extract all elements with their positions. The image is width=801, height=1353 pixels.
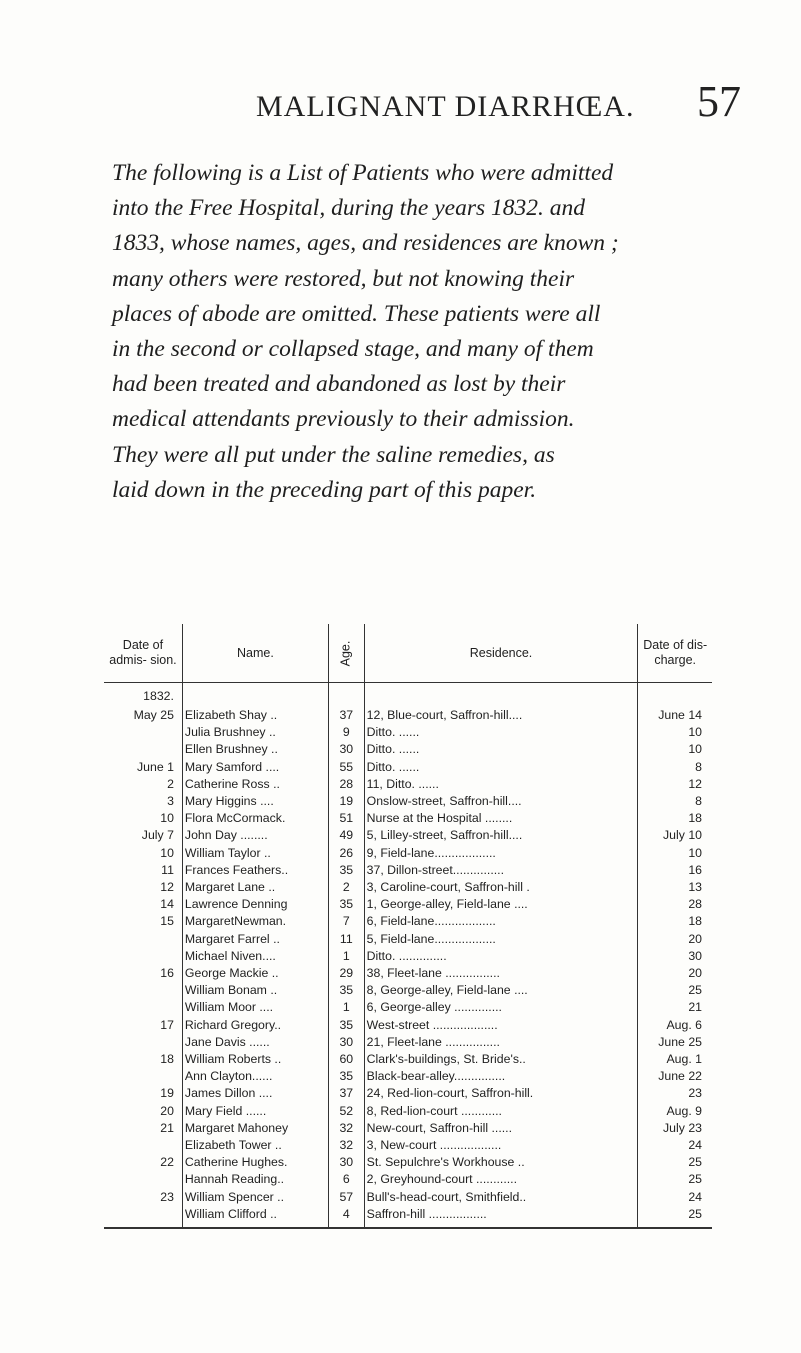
- patient-name-cell: William Clifford ..: [182, 1206, 328, 1228]
- age-cell: 6: [328, 1171, 364, 1188]
- header-date-discharge: Date of dis- charge.: [638, 624, 712, 683]
- residence-cell: 3, Caroline-court, Saffron-hill .: [364, 879, 638, 896]
- page-header: [250, 76, 741, 138]
- admission-date-cell: [104, 1206, 182, 1228]
- patient-name-cell: William Taylor ..: [182, 845, 328, 862]
- table-row: [104, 1154, 712, 1171]
- discharge-date-cell: 20: [638, 965, 712, 982]
- patient-name-cell: Elizabeth Tower ..: [182, 1137, 328, 1154]
- patient-name-cell: MargaretNewman.: [182, 913, 328, 930]
- patient-name-cell: George Mackie ..: [182, 965, 328, 982]
- residence-cell: 12, Blue-court, Saffron-hill....: [364, 707, 638, 724]
- table-header-row: [104, 624, 712, 683]
- patient-name-cell: Ann Clayton......: [182, 1068, 328, 1085]
- table-row: [104, 1189, 712, 1206]
- table-row: [104, 913, 712, 930]
- residence-cell: Bull's-head-court, Smithfield..: [364, 1189, 638, 1206]
- patients-table: [104, 624, 712, 1229]
- age-cell: 30: [328, 1154, 364, 1171]
- patient-name-cell: Margaret Mahoney: [182, 1120, 328, 1137]
- discharge-date-cell: 25: [638, 1171, 712, 1188]
- patient-name-cell: John Day ........: [182, 827, 328, 844]
- table-row: [104, 896, 712, 913]
- discharge-date-cell: Aug. 1: [638, 1051, 712, 1068]
- residence-cell: 37, Dillon-street...............: [364, 862, 638, 879]
- table-row: [104, 948, 712, 965]
- table-row: [104, 827, 712, 844]
- patient-name-cell: Frances Feathers..: [182, 862, 328, 879]
- age-cell: 35: [328, 862, 364, 879]
- header-age: [328, 624, 364, 683]
- table-row: [104, 776, 712, 793]
- patient-name-cell: Ellen Brushney ..: [182, 741, 328, 758]
- header-age-label: Age.: [338, 640, 353, 666]
- admission-date-cell: [104, 948, 182, 965]
- discharge-date-cell: 24: [638, 1189, 712, 1206]
- residence-cell: 8, George-alley, Field-lane ....: [364, 982, 638, 999]
- age-cell: 57: [328, 1189, 364, 1206]
- residence-cell: West-street ...................: [364, 1017, 638, 1034]
- admission-date-cell: July 7: [141, 828, 174, 843]
- discharge-date-cell: 8: [638, 793, 712, 810]
- residence-cell: 9, Field-lane..................: [364, 845, 638, 862]
- residence-cell: 5, Lilley-street, Saffron-hill....: [364, 827, 638, 844]
- intro-line: The following is a List of Patients who were admitted: [112, 160, 614, 186]
- admission-date-cell: [104, 1137, 182, 1154]
- residence-cell: Ditto. ......: [364, 724, 638, 741]
- residence-cell: 3, New-court ..................: [364, 1137, 638, 1154]
- residence-cell: 6, Field-lane..................: [364, 913, 638, 930]
- discharge-date-cell: July 23: [638, 1120, 712, 1137]
- table-row: [104, 1137, 712, 1154]
- age-cell: 51: [328, 810, 364, 827]
- running-title: MALIGNANT DIARRHŒA.: [256, 90, 635, 123]
- age-cell: 37: [328, 707, 364, 724]
- discharge-date-cell: 23: [638, 1085, 712, 1102]
- discharge-date-cell: Aug. 6: [638, 1017, 712, 1034]
- table-row: [104, 999, 712, 1016]
- intro-line: in the second or collapsed stage, and many of them: [112, 336, 594, 363]
- residence-cell: 8, Red-lion-court ............: [364, 1103, 638, 1120]
- admission-date-cell: 15: [160, 914, 174, 929]
- table-row: [104, 1068, 712, 1085]
- intro-line: laid down in the preceding part of this paper.: [112, 476, 537, 503]
- age-cell: 49: [328, 827, 364, 844]
- admission-date-cell: [104, 1068, 182, 1085]
- table-row: [104, 810, 712, 827]
- admission-date-cell: June 1: [137, 759, 174, 774]
- residence-cell: 38, Fleet-lane ................: [364, 965, 638, 982]
- age-cell: 35: [328, 982, 364, 999]
- residence-cell: Onslow-street, Saffron-hill....: [364, 793, 638, 810]
- header-residence: Residence.: [364, 624, 638, 683]
- table-row: [104, 1171, 712, 1188]
- age-cell: 32: [328, 1137, 364, 1154]
- discharge-date-cell: 12: [638, 776, 712, 793]
- patient-name-cell: William Moor ....: [182, 999, 328, 1016]
- age-cell: 30: [328, 741, 364, 758]
- patient-name-cell: William Roberts ..: [182, 1051, 328, 1068]
- intro-line: 1833, whose names, ages, and residences are known ;: [112, 230, 619, 257]
- age-cell: 32: [328, 1120, 364, 1137]
- discharge-date-cell: June 25: [638, 1034, 712, 1051]
- admission-date-cell: [104, 724, 182, 741]
- intro-line: places of abode are omitted. These patients were all: [112, 300, 601, 327]
- age-cell: 4: [328, 1206, 364, 1228]
- age-cell: 35: [328, 1068, 364, 1085]
- intro-line: medical attendants previously to their admission.: [112, 406, 575, 433]
- admission-date-cell: 14: [160, 897, 174, 912]
- admission-date-cell: 11: [161, 862, 174, 877]
- discharge-date-cell: 25: [638, 982, 712, 999]
- page-number: 57: [697, 77, 741, 126]
- discharge-date-cell: 10: [638, 741, 712, 758]
- patient-name-cell: Catherine Hughes.: [182, 1154, 328, 1171]
- intro-paragraph: [112, 156, 712, 508]
- table-row: [104, 1120, 712, 1137]
- admission-date-cell: 19: [160, 1086, 174, 1101]
- residence-cell: 5, Field-lane..................: [364, 931, 638, 948]
- discharge-date-cell: 25: [638, 1206, 712, 1228]
- patient-name-cell: William Bonam ..: [182, 982, 328, 999]
- residence-cell: 21, Fleet-lane ................: [364, 1034, 638, 1051]
- discharge-date-cell: 28: [638, 896, 712, 913]
- discharge-date-cell: Aug. 9: [638, 1103, 712, 1120]
- admission-date-cell: 22: [160, 1155, 174, 1170]
- residence-cell: 1, George-alley, Field-lane ....: [364, 896, 638, 913]
- residence-cell: New-court, Saffron-hill ......: [364, 1120, 638, 1137]
- patient-name-cell: Margaret Lane ..: [182, 879, 328, 896]
- age-cell: 55: [328, 759, 364, 776]
- admission-date-cell: 20: [160, 1103, 174, 1118]
- age-cell: 30: [328, 1034, 364, 1051]
- discharge-date-cell: July 10: [638, 827, 712, 844]
- table-row: [104, 793, 712, 810]
- residence-cell: Clark's-buildings, St. Bride's..: [364, 1051, 638, 1068]
- patient-name-cell: James Dillon ....: [182, 1085, 328, 1102]
- patient-name-cell: Elizabeth Shay ..: [182, 707, 328, 724]
- patient-name-cell: Flora McCormack.: [182, 810, 328, 827]
- table-row: [104, 931, 712, 948]
- table-row: [104, 879, 712, 896]
- admission-date-cell: 18: [160, 1052, 174, 1067]
- age-cell: 9: [328, 724, 364, 741]
- patient-name-cell: Mary Higgins ....: [182, 793, 328, 810]
- residence-cell: Ditto. ......: [364, 759, 638, 776]
- table-body: [104, 683, 712, 1229]
- discharge-date-cell: 30: [638, 948, 712, 965]
- admission-date-cell: [104, 741, 182, 758]
- discharge-date-cell: 13: [638, 879, 712, 896]
- residence-cell: Black-bear-alley...............: [364, 1068, 638, 1085]
- table-row: [104, 1051, 712, 1068]
- age-cell: 7: [328, 913, 364, 930]
- admission-date-cell: [104, 1171, 182, 1188]
- discharge-date-cell: 18: [638, 810, 712, 827]
- header-name: Name.: [182, 624, 328, 683]
- age-cell: 29: [328, 965, 364, 982]
- age-cell: 2: [328, 879, 364, 896]
- table-row: [104, 707, 712, 724]
- discharge-date-cell: 18: [638, 913, 712, 930]
- patient-name-cell: Mary Field ......: [182, 1103, 328, 1120]
- table-row: [104, 1103, 712, 1120]
- intro-line: had been treated and abandoned as lost by their: [112, 371, 566, 398]
- age-cell: 1: [328, 948, 364, 965]
- admission-date-cell: 17: [160, 1017, 174, 1032]
- admission-date-cell: May 25: [133, 708, 174, 722]
- admission-date-cell: 23: [160, 1189, 174, 1204]
- age-cell: 11: [328, 931, 364, 948]
- patient-name-cell: William Spencer ..: [182, 1189, 328, 1206]
- table-row: [104, 1034, 712, 1051]
- patient-name-cell: Richard Gregory..: [182, 1017, 328, 1034]
- age-cell: 1: [328, 999, 364, 1016]
- patient-name-cell: Hannah Reading..: [182, 1171, 328, 1188]
- age-cell: 60: [328, 1051, 364, 1068]
- table-row: [104, 982, 712, 999]
- age-cell: 52: [328, 1103, 364, 1120]
- residence-cell: 24, Red-lion-court, Saffron-hill.: [364, 1085, 638, 1102]
- discharge-date-cell: 10: [638, 845, 712, 862]
- discharge-date-cell: 10: [638, 724, 712, 741]
- admission-date-cell: 16: [160, 966, 174, 981]
- discharge-date-cell: 8: [638, 759, 712, 776]
- patient-name-cell: Catherine Ross ..: [182, 776, 328, 793]
- year-row: [104, 683, 712, 708]
- admission-date-cell: 2: [167, 776, 174, 791]
- admission-date-cell: [104, 931, 182, 948]
- age-cell: 28: [328, 776, 364, 793]
- residence-cell: 2, Greyhound-court ............: [364, 1171, 638, 1188]
- admission-date-cell: 12: [160, 880, 174, 895]
- patient-name-cell: Mary Samford ....: [182, 759, 328, 776]
- age-cell: 19: [328, 793, 364, 810]
- age-cell: 35: [328, 1017, 364, 1034]
- discharge-date-cell: 16: [638, 862, 712, 879]
- age-cell: 35: [328, 896, 364, 913]
- patient-name-cell: Jane Davis ......: [182, 1034, 328, 1051]
- patient-name-cell: Margaret Farrel ..: [182, 931, 328, 948]
- residence-cell: 6, George-alley ..............: [364, 999, 638, 1016]
- table-row: [104, 1085, 712, 1102]
- header-date-admission: Date of admis- sion.: [104, 624, 182, 683]
- residence-cell: St. Sepulchre's Workhouse ..: [364, 1154, 638, 1171]
- table-row: [104, 724, 712, 741]
- admission-date-cell: 3: [167, 794, 174, 809]
- table-row: [104, 965, 712, 982]
- residence-cell: Nurse at the Hospital ........: [364, 810, 638, 827]
- discharge-date-cell: 25: [638, 1154, 712, 1171]
- discharge-date-cell: 24: [638, 1137, 712, 1154]
- admission-date-cell: 21: [160, 1120, 174, 1135]
- residence-cell: 11, Ditto. ......: [364, 776, 638, 793]
- table-row: [104, 1206, 712, 1228]
- table-row: [104, 741, 712, 758]
- admission-date-cell: [104, 982, 182, 999]
- table-row: [104, 862, 712, 879]
- admission-date-cell: 10: [160, 845, 174, 860]
- patient-name-cell: Julia Brushney ..: [182, 724, 328, 741]
- table-row: [104, 1017, 712, 1034]
- intro-line: many others were restored, but not knowing their: [112, 265, 575, 292]
- age-cell: 26: [328, 845, 364, 862]
- patient-name-cell: Lawrence Denning: [182, 896, 328, 913]
- patient-name-cell: Michael Niven....: [182, 948, 328, 965]
- intro-line: into the Free Hospital, during the years 1832. and: [112, 195, 585, 222]
- residence-cell: Ditto. ..............: [364, 948, 638, 965]
- intro-line: They were all put under the saline remedies, as: [112, 441, 555, 468]
- residence-cell: Ditto. ......: [364, 741, 638, 758]
- discharge-date-cell: June 22: [638, 1068, 712, 1085]
- admission-date-cell: [104, 999, 182, 1016]
- table-row: [104, 845, 712, 862]
- discharge-date-cell: June 14: [638, 707, 712, 724]
- admission-date-cell: 10: [160, 811, 174, 826]
- table-row: [104, 759, 712, 776]
- discharge-date-cell: 21: [638, 999, 712, 1016]
- admission-date-cell: [104, 1034, 182, 1051]
- residence-cell: Saffron-hill .................: [364, 1206, 638, 1228]
- age-cell: 37: [328, 1085, 364, 1102]
- year-label: 1832.: [143, 689, 174, 704]
- discharge-date-cell: 20: [638, 931, 712, 948]
